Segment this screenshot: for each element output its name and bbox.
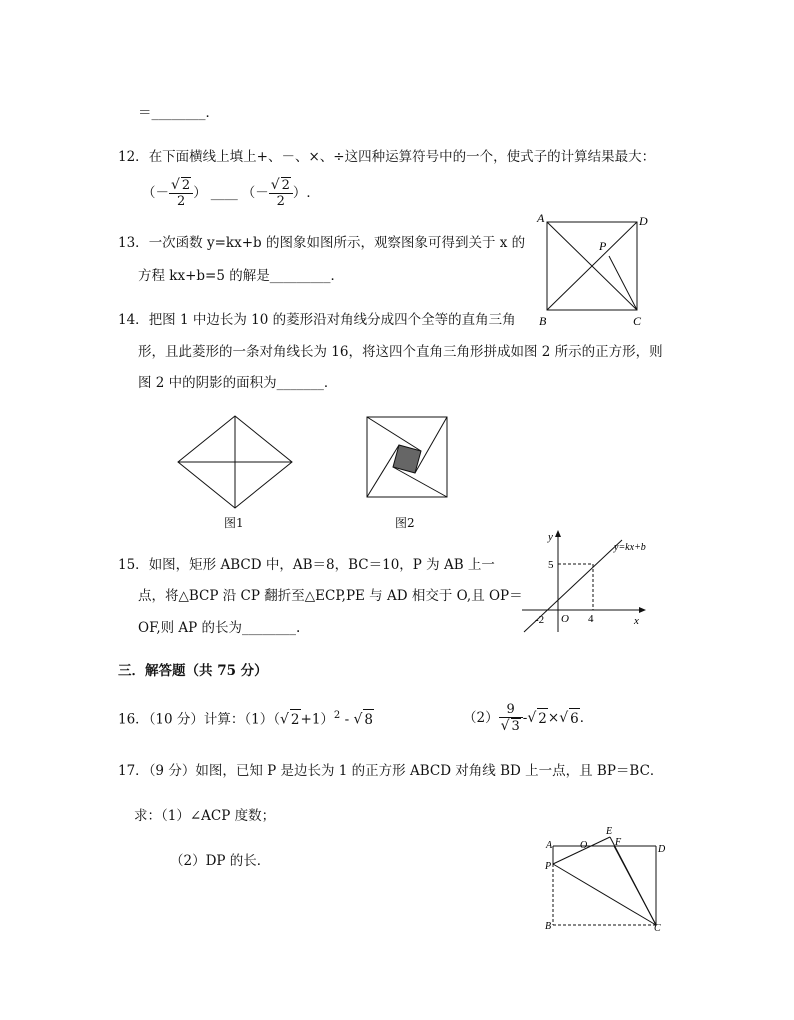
q12-fraction-1: $\frac{√ 2}{2}$ (169, 177, 193, 209)
q16-dash: - (522, 710, 528, 726)
q13-stem: 一次函数 y=kx+b 的图象如图所示，观察图象可得到关于 x 的 (148, 235, 526, 251)
q16-minus: - (340, 711, 354, 728)
q17-number: 17． (118, 763, 149, 779)
q16-radicand-4: 6 (569, 708, 580, 729)
q16-part2-label: （2） (463, 710, 499, 726)
q12-radicand-1: 2 (181, 178, 191, 193)
q12-period: ． (306, 185, 320, 201)
q14-line2: 形，且此菱形的一条对角线长为 16，将这四个直角三角形拼成如图 2 所示的正方形，则 (138, 344, 663, 360)
q16-part2: （2） $\frac{9}{√ 3}$ - √ 2 × √ 6 ． (463, 702, 594, 734)
linear-function-graph (518, 528, 658, 636)
q16-radicand-1: 2 (290, 709, 301, 730)
q13-label-c: C (633, 314, 642, 328)
q13-label-a: A (537, 211, 545, 225)
q14-fig1-caption: 图1 (224, 516, 244, 530)
q12-number: 12． (118, 149, 149, 165)
q12-text (118, 147, 655, 167)
q12-open-paren-1: （－ (142, 185, 169, 201)
q12-open-paren-2: （－ (241, 185, 269, 201)
graph-line-label: y=kx+b (614, 542, 646, 553)
q13-line1 (118, 233, 525, 253)
q17-ask1: 求：（1）∠ACP 度数； (134, 808, 276, 824)
q13-label-p: P (599, 239, 607, 253)
previous-question-answer-line: ＝________． (138, 105, 219, 121)
graph-origin-label: O (561, 613, 569, 625)
graph-tick-5: 5 (548, 559, 554, 571)
q12-answer-blank[interactable]: ____ (210, 185, 238, 201)
q16-frac-den-radicand: 3 (511, 719, 520, 734)
q14-line3: 图 2 中的阴影的面积为_______． (138, 375, 338, 391)
q16-plus-one: +1） (300, 711, 334, 728)
q12-close-paren-1: ） (193, 185, 207, 201)
q14-stem: 把图 1 中边长为 10 的菱形沿对角线分成四个全等的直角三角 (148, 312, 516, 328)
q16-radicand-3: 2 (537, 708, 548, 729)
q15-number: 15． (118, 557, 149, 573)
q16-exponent: 2 (333, 710, 341, 721)
q16-times: × (547, 710, 560, 726)
q17-square-fold-figure (540, 822, 670, 934)
graph-x-label: x (634, 615, 639, 627)
q16-radicand-2: 8 (363, 709, 374, 730)
q16-end: ． (579, 710, 594, 726)
q17-label-c: C (654, 923, 661, 934)
q17-ask2: （2）DP 的长． (170, 853, 271, 869)
q12-expression (142, 172, 320, 214)
q16-frac-numerator: 9 (499, 702, 523, 718)
q17-label-a: A (546, 840, 553, 851)
q14-line1 (118, 310, 516, 330)
q17-stem: （9 分）如图，已知 P 是边长为 1 的正方形 ABCD 对角线 BD 上一点，且 BP＝BC． (148, 763, 664, 779)
section-3-heading: 三．解答题（共 75 分） (118, 663, 268, 679)
q12-stem: 在下面横线上填上+、－、×、÷这四种运算符号中的一个，使式子的计算结果最大： (148, 149, 656, 165)
q15-line2: 点，将△BCP 沿 CP 翻折至△ECP,PE 与 AD 相交于 O,且 OP＝ (138, 588, 523, 604)
q17-line1 (118, 761, 663, 781)
q15-line1 (118, 555, 495, 575)
q14-number: 14． (118, 312, 149, 328)
q16-fraction: $\frac{9}{√ 3}$ (499, 702, 523, 734)
q12-fraction-2: $\frac{√ 2}{2}$ (269, 177, 293, 209)
q16-part1: 16．（10 分）计算：（1）（√ 2+1）$^2$ - √ 8 (118, 710, 373, 728)
q17-label-d: D (658, 844, 666, 855)
q12-radicand-2: 2 (281, 178, 290, 193)
q13-label-d: D (639, 214, 648, 228)
q15-stem: 如图，矩形 ABCD 中，AB＝8，BC＝10，P 为 AB 上一 (148, 557, 495, 573)
graph-tick-neg2: -2 (535, 614, 545, 626)
q16-number: 16． (118, 711, 149, 728)
q13-line2: 方程 kx+b=5 的解是_________． (138, 268, 344, 284)
q15-line3: OF,则 AP 的长为________. (138, 620, 301, 636)
q17-label-p: P (545, 861, 552, 872)
q17-label-e: E (606, 826, 613, 837)
graph-y-label: y (548, 531, 553, 543)
q12-close-paren-2: ） (292, 185, 307, 201)
q17-label-f: F (615, 837, 622, 848)
q13-label-b: B (539, 314, 547, 328)
q14-square-figure (364, 414, 450, 500)
q14-fig2-caption: 图2 (395, 516, 415, 530)
q17-label-b: B (545, 921, 552, 932)
q13-square-figure (535, 211, 648, 332)
graph-tick-4: 4 (588, 613, 594, 625)
q17-label-o: O (580, 840, 588, 851)
q13-number: 13． (118, 235, 149, 251)
q14-rhombus-figure (174, 410, 296, 510)
q12-denominator-2: 2 (276, 194, 285, 209)
q16-prompt: （10 分）计算：（1）（ (148, 711, 280, 728)
q12-denominator-1: 2 (176, 194, 186, 209)
